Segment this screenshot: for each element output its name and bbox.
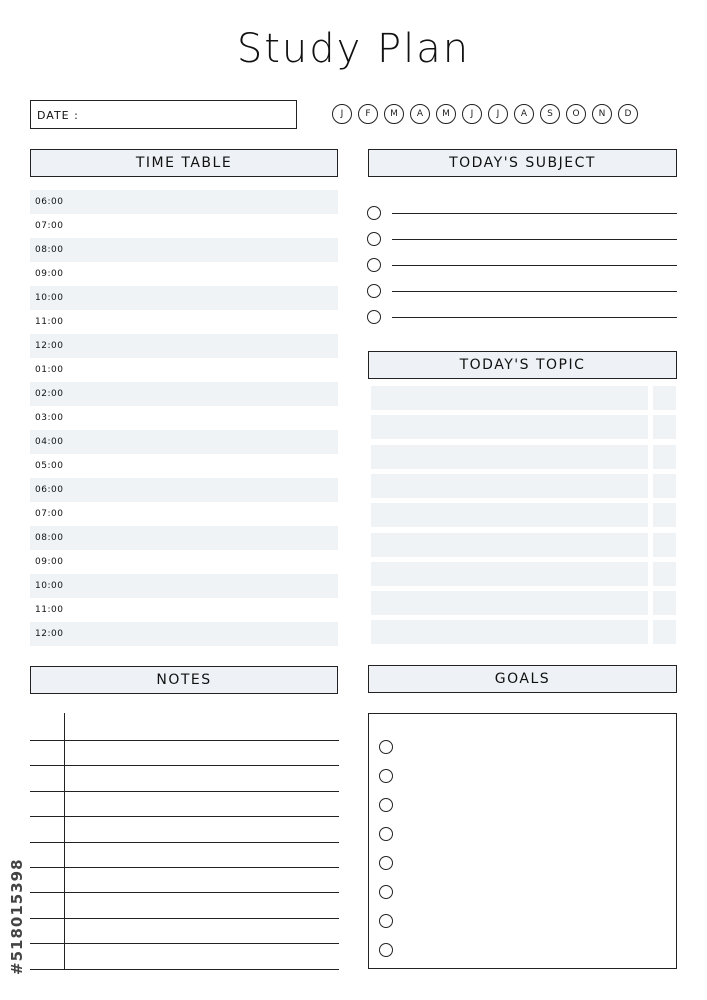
goal-checkbox-circle-icon[interactable] bbox=[379, 885, 393, 899]
time-slot-row[interactable] bbox=[30, 406, 338, 430]
topic-check-cell[interactable] bbox=[653, 415, 676, 439]
subject-write-line bbox=[392, 317, 677, 318]
page-title: Study Plan bbox=[236, 26, 471, 72]
goal-checkbox-circle-icon[interactable] bbox=[379, 914, 393, 928]
time-slot-row[interactable] bbox=[30, 286, 338, 310]
goal-checkbox-circle-icon[interactable] bbox=[379, 798, 393, 812]
month-circle[interactable]: M bbox=[384, 104, 404, 124]
notes-line[interactable] bbox=[30, 816, 339, 817]
time-label: 04:00 bbox=[35, 437, 64, 447]
notes-line[interactable] bbox=[30, 867, 339, 868]
time-slot-row[interactable] bbox=[30, 238, 338, 262]
topic-check-cell[interactable] bbox=[653, 474, 676, 498]
time-slot-row[interactable] bbox=[30, 502, 338, 526]
goals-box bbox=[368, 713, 677, 969]
subject-write-line bbox=[392, 213, 677, 214]
time-slot-row[interactable] bbox=[30, 262, 338, 286]
notes-line[interactable] bbox=[30, 740, 339, 741]
topic-check-cell[interactable] bbox=[653, 620, 676, 644]
time-label: 11:00 bbox=[35, 605, 64, 615]
time-slot-row[interactable] bbox=[30, 574, 338, 598]
checkbox-circle-icon[interactable] bbox=[367, 232, 381, 246]
time-label: 09:00 bbox=[35, 269, 64, 279]
time-label: 06:00 bbox=[35, 485, 64, 495]
time-slot-row[interactable] bbox=[30, 526, 338, 550]
notes-margin-line bbox=[64, 713, 65, 969]
todays-subject-header: TODAY'S SUBJECT bbox=[368, 149, 677, 177]
notes-line[interactable] bbox=[30, 842, 339, 843]
notes-line[interactable] bbox=[30, 943, 339, 944]
time-slot-row[interactable] bbox=[30, 214, 338, 238]
time-label: 07:00 bbox=[35, 221, 64, 231]
time-slot-row[interactable] bbox=[30, 550, 338, 574]
checkbox-circle-icon[interactable] bbox=[367, 258, 381, 272]
topic-check-cell[interactable] bbox=[653, 445, 676, 469]
notes-line[interactable] bbox=[30, 918, 339, 919]
date-label: DATE : bbox=[37, 109, 79, 122]
subject-write-line bbox=[392, 265, 677, 266]
month-circle[interactable]: F bbox=[358, 104, 378, 124]
topic-check-cell[interactable] bbox=[653, 386, 676, 410]
time-label: 10:00 bbox=[35, 581, 64, 591]
time-label: 12:00 bbox=[35, 629, 64, 639]
time-label: 03:00 bbox=[35, 413, 64, 423]
notes-line[interactable] bbox=[30, 892, 339, 893]
time-label: 10:00 bbox=[35, 293, 64, 303]
time-label: 06:00 bbox=[35, 197, 64, 207]
month-circle[interactable]: O bbox=[566, 104, 586, 124]
time-label: 09:00 bbox=[35, 557, 64, 567]
month-selector bbox=[332, 104, 638, 124]
time-slot-row[interactable] bbox=[30, 334, 338, 358]
topic-row-cell[interactable] bbox=[371, 533, 648, 557]
time-slot-row[interactable] bbox=[30, 382, 338, 406]
time-label: 08:00 bbox=[35, 533, 64, 543]
notes-line[interactable] bbox=[30, 791, 339, 792]
goal-checkbox-circle-icon[interactable] bbox=[379, 769, 393, 783]
topic-check-cell[interactable] bbox=[653, 591, 676, 615]
notes-line[interactable] bbox=[30, 969, 339, 970]
time-table-header: TIME TABLE bbox=[30, 149, 338, 177]
time-label: 01:00 bbox=[35, 365, 64, 375]
subject-write-line bbox=[392, 291, 677, 292]
topic-check-cell[interactable] bbox=[653, 562, 676, 586]
checkbox-circle-icon[interactable] bbox=[367, 284, 381, 298]
subject-row[interactable] bbox=[367, 310, 677, 324]
topic-row-cell[interactable] bbox=[371, 386, 648, 410]
goal-checkbox-circle-icon[interactable] bbox=[379, 740, 393, 754]
month-circle[interactable]: S bbox=[540, 104, 560, 124]
topic-row-cell[interactable] bbox=[371, 415, 648, 439]
month-circle[interactable]: A bbox=[410, 104, 430, 124]
time-label: 07:00 bbox=[35, 509, 64, 519]
todays-topic-header: TODAY'S TOPIC bbox=[368, 351, 677, 379]
checkbox-circle-icon[interactable] bbox=[367, 206, 381, 220]
time-label: 12:00 bbox=[35, 341, 64, 351]
goal-checkbox-circle-icon[interactable] bbox=[379, 943, 393, 957]
time-label: 08:00 bbox=[35, 245, 64, 255]
month-circle[interactable]: D bbox=[618, 104, 638, 124]
topic-row-cell[interactable] bbox=[371, 474, 648, 498]
topic-row-cell[interactable] bbox=[371, 445, 648, 469]
month-circle[interactable]: A bbox=[514, 104, 534, 124]
time-slot-row[interactable] bbox=[30, 622, 338, 646]
time-slot-row[interactable] bbox=[30, 598, 338, 622]
goal-checkbox-circle-icon[interactable] bbox=[379, 827, 393, 841]
time-slot-row[interactable] bbox=[30, 358, 338, 382]
notes-header: NOTES bbox=[30, 666, 338, 694]
subject-row[interactable] bbox=[367, 206, 677, 220]
date-field[interactable] bbox=[30, 100, 297, 129]
time-slot-row[interactable] bbox=[30, 454, 338, 478]
goal-checkbox-circle-icon[interactable] bbox=[379, 856, 393, 870]
time-slot-row[interactable] bbox=[30, 478, 338, 502]
topic-row-cell[interactable] bbox=[371, 503, 648, 527]
topic-row-cell[interactable] bbox=[371, 591, 648, 615]
goals-header: GOALS bbox=[368, 665, 677, 693]
subject-write-line bbox=[392, 239, 677, 240]
subject-row[interactable] bbox=[367, 284, 677, 298]
time-slot-row[interactable] bbox=[30, 310, 338, 334]
subject-row[interactable] bbox=[367, 232, 677, 246]
month-circle[interactable]: J bbox=[488, 104, 508, 124]
stock-id-watermark: #518015398 bbox=[8, 858, 26, 975]
time-label: 02:00 bbox=[35, 389, 64, 399]
time-label: 05:00 bbox=[35, 461, 64, 471]
topic-check-cell[interactable] bbox=[653, 533, 676, 557]
topic-check-cell[interactable] bbox=[653, 503, 676, 527]
month-circle[interactable]: N bbox=[592, 104, 612, 124]
time-slot-row[interactable] bbox=[30, 430, 338, 454]
topic-row-cell[interactable] bbox=[371, 620, 648, 644]
topic-row-cell[interactable] bbox=[371, 562, 648, 586]
notes-line[interactable] bbox=[30, 765, 339, 766]
month-circle[interactable]: J bbox=[462, 104, 482, 124]
subject-row[interactable] bbox=[367, 258, 677, 272]
time-label: 11:00 bbox=[35, 317, 64, 327]
month-circle[interactable]: M bbox=[436, 104, 456, 124]
time-slot-row[interactable] bbox=[30, 190, 338, 214]
month-circle[interactable]: J bbox=[332, 104, 352, 124]
checkbox-circle-icon[interactable] bbox=[367, 310, 381, 324]
